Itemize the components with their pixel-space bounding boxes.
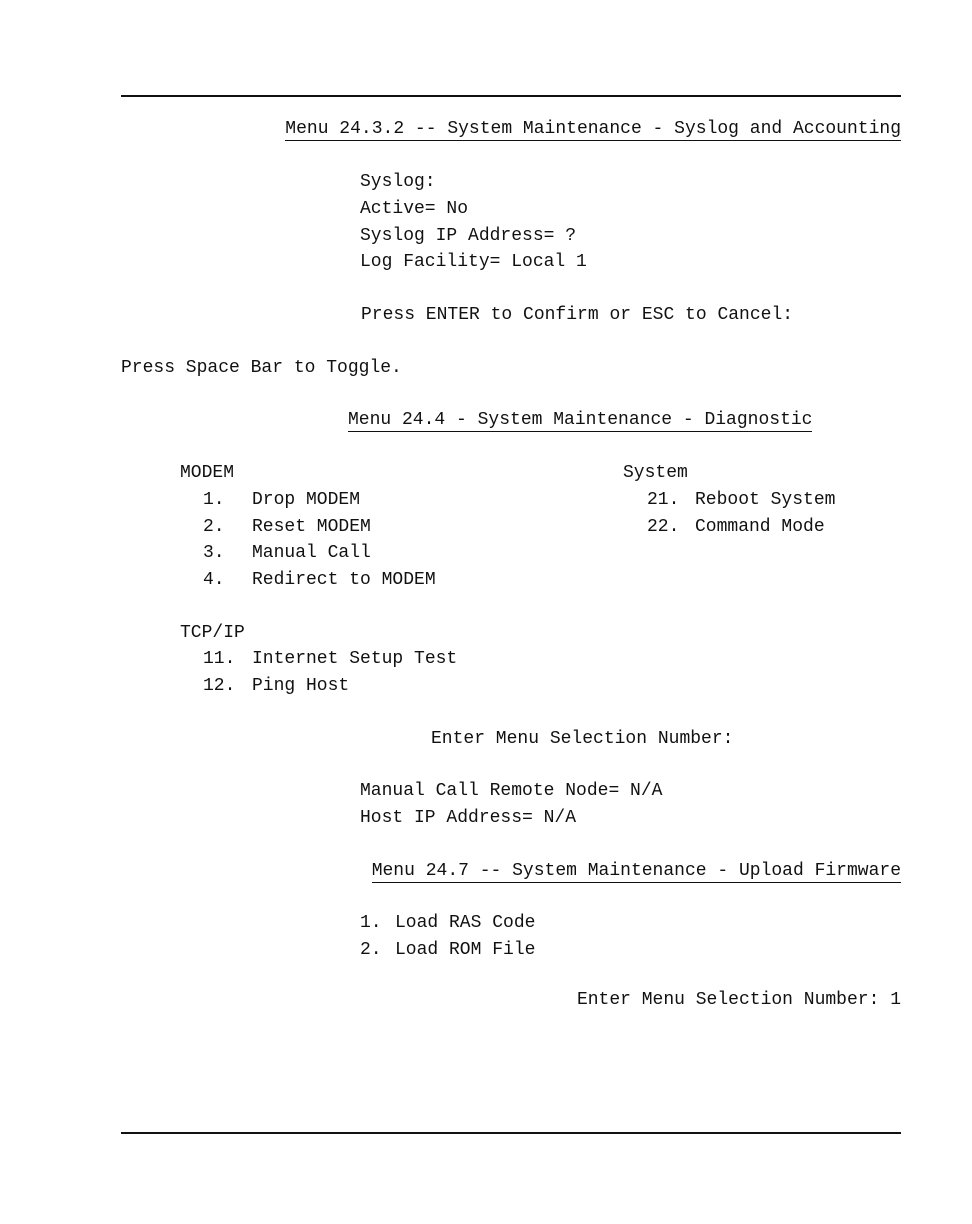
firmware-item-rom-label[interactable]: Load ROM File [395,940,536,960]
firmware-item-ras-number: 1. [360,913,382,933]
modem-section-heading: MODEM [180,463,235,483]
modem-item-redirect-number: 4. [203,570,225,590]
system-section-heading: System [623,463,688,483]
modem-item-reset-number: 2. [203,517,225,537]
modem-item-manual-call-label[interactable]: Manual Call [252,543,371,563]
syslog-ip-address-field[interactable]: Syslog IP Address= ? [360,226,577,246]
system-item-command-mode-number: 22. [647,517,680,537]
host-ip-address-field[interactable]: Host IP Address= N/A [360,808,577,828]
diagnostic-menu-title: Menu 24.4 - System Maintenance - Diagnostic [348,410,813,430]
modem-item-drop-label[interactable]: Drop MODEM [252,490,361,510]
syslog-active-field[interactable]: Active= No [360,199,469,219]
syslog-log-facility-field[interactable]: Log Facility= Local 1 [360,252,587,272]
tcpip-item-ping-host-label[interactable]: Ping Host [252,676,350,696]
system-item-reboot-number: 21. [647,490,680,510]
modem-item-reset-label[interactable]: Reset MODEM [252,517,371,537]
tcpip-section-heading: TCP/IP [180,623,245,643]
toggle-hint: Press Space Bar to Toggle. [121,358,402,378]
firmware-item-rom-number: 2. [360,940,382,960]
system-item-command-mode-label[interactable]: Command Mode [695,517,825,537]
bottom-rule [121,1132,901,1134]
system-item-reboot-label[interactable]: Reboot System [695,490,836,510]
syslog-heading: Syslog: [360,172,436,192]
diagnostic-selection-prompt[interactable]: Enter Menu Selection Number: [431,729,734,749]
top-rule [121,95,901,97]
modem-item-drop-number: 1. [203,490,225,510]
firmware-menu-title: Menu 24.7 -- System Maintenance - Upload Firmware [371,861,901,881]
syslog-menu-title: Menu 24.3.2 -- System Maintenance - Syslog and Accounting [285,119,901,139]
tcpip-item-ping-host-number: 12. [203,676,236,696]
tcpip-item-internet-test-number: 11. [203,649,236,669]
firmware-selection-prompt[interactable]: Enter Menu Selection Number: 1 [576,990,901,1010]
tcpip-item-internet-test-label[interactable]: Internet Setup Test [252,649,458,669]
manual-call-remote-node-field[interactable]: Manual Call Remote Node= N/A [360,781,663,801]
syslog-confirm-prompt: Press ENTER to Confirm or ESC to Cancel: [361,305,794,325]
modem-item-redirect-label[interactable]: Redirect to MODEM [252,570,436,590]
firmware-item-ras-label[interactable]: Load RAS Code [395,913,536,933]
modem-item-manual-call-number: 3. [203,543,225,563]
